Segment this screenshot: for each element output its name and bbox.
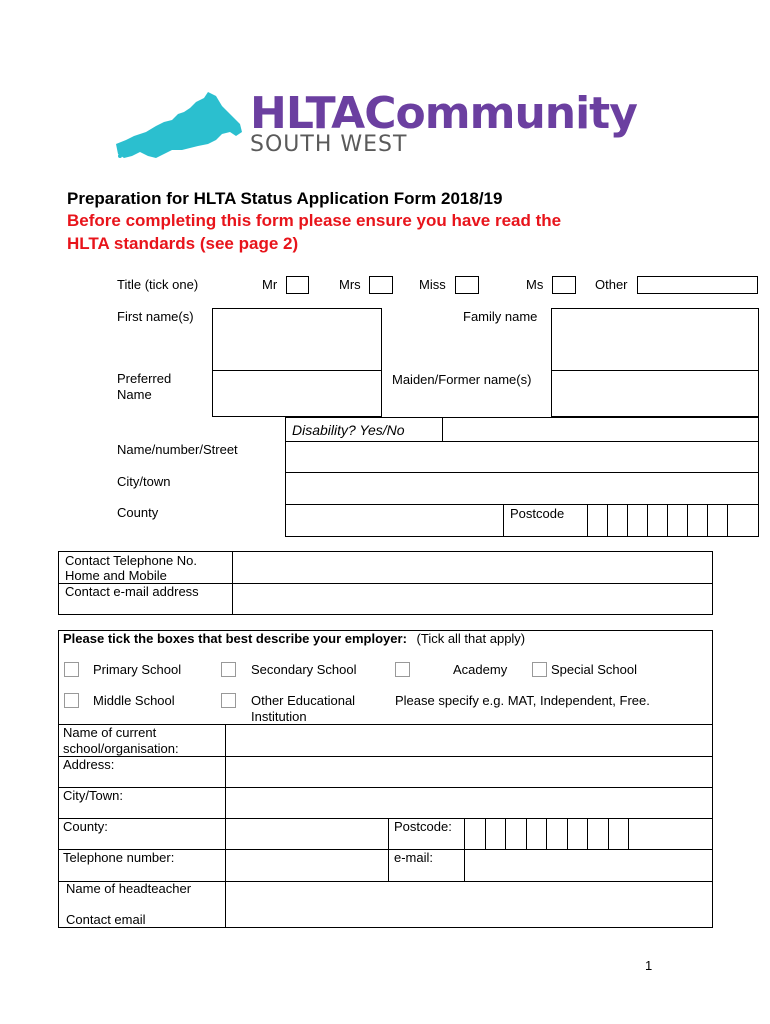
miss-label: Miss [419,277,446,292]
school-name-label-2: school/organisation: [63,741,179,756]
logo-name: HLTACommunity [250,88,637,139]
employer-postcode-field[interactable] [465,819,712,849]
academy-checkbox[interactable] [395,662,410,677]
street-label: Name/number/Street [117,442,238,457]
address-field[interactable] [226,757,712,787]
city-label: City/town [117,474,171,489]
postcode-label: Postcode [510,506,565,521]
employer-email-label: e-mail: [394,850,434,865]
logo [112,88,682,168]
headteacher-field[interactable] [226,882,712,927]
school-name-label-1: Name of current [63,725,157,740]
employer-prompt: Please tick the boxes that best describe your employer: [63,631,407,646]
employer-city-field[interactable] [226,788,712,818]
other-label: Other [595,277,628,292]
warning-line-2: HLTA standards (see page 2) [67,234,299,253]
address-label: Address: [63,757,115,772]
employer-city-label: City/Town: [63,788,123,803]
maiden-name-field[interactable] [551,370,759,417]
special-school-label: Special School [551,662,637,677]
title-label: Title (tick one) [117,277,199,292]
maiden-name-label: Maiden/Former name(s) [392,372,532,387]
school-name-field[interactable] [226,725,712,756]
postcode-field[interactable] [588,505,758,536]
employer-postcode-label: Postcode: [394,819,452,834]
form-title: Preparation for HLTA Status Application Form 2018/19 [67,189,503,208]
primary-school-checkbox[interactable] [64,662,79,677]
headteacher-contact-email-label: Contact email [66,912,146,927]
mr-label: Mr [262,277,278,292]
secondary-school-label: Secondary School [251,662,357,677]
academy-label: Academy [453,662,508,677]
county-label: County [117,505,159,520]
preferred-name-label-1: Preferred [117,371,172,386]
contact-phone-label-2: Home and Mobile [65,568,167,583]
telephone-label: Telephone number: [63,850,175,865]
middle-school-checkbox[interactable] [64,693,79,708]
page-number: 1 [645,958,653,973]
disability-label: Disability? Yes/No [292,422,405,438]
other-educational-label-1: Other Educational [251,693,356,708]
secondary-school-checkbox[interactable] [221,662,236,677]
south-west-map-icon [112,92,247,162]
preferred-name-field[interactable] [212,370,382,417]
ms-label: Ms [526,277,544,292]
mr-checkbox[interactable] [286,276,309,294]
middle-school-label: Middle School [93,693,175,708]
specify-label: Please specify e.g. MAT, Independent, Free. [395,693,650,708]
employer-county-label: County: [63,819,108,834]
telephone-field[interactable] [226,850,387,881]
family-name-field[interactable] [551,308,759,371]
mrs-checkbox[interactable] [369,276,393,294]
warning-line-1: Before completing this form please ensure you have read the [67,211,562,230]
contact-email-label: Contact e-mail address [65,584,199,599]
headteacher-label: Name of headteacher [66,881,192,896]
employer-county-field[interactable] [226,819,387,849]
first-names-label: First name(s) [117,309,194,324]
city-field[interactable] [286,473,758,503]
disability-field[interactable] [443,418,758,440]
logo-region: SOUTH WEST [250,132,408,157]
other-title-field[interactable] [637,276,758,294]
contact-email-field[interactable] [233,584,712,614]
first-names-field[interactable] [212,308,382,371]
county-field[interactable] [286,505,502,536]
family-name-label: Family name [463,309,538,324]
other-educational-label-2: Institution [251,709,307,724]
employer-email-field[interactable] [465,850,712,881]
miss-checkbox[interactable] [455,276,479,294]
mrs-label: Mrs [339,277,361,292]
other-educational-checkbox[interactable] [221,693,236,708]
street-field[interactable] [286,442,758,472]
ms-checkbox[interactable] [552,276,576,294]
contact-phone-field[interactable] [233,552,712,583]
employer-prompt-note: (Tick all that apply) [416,631,526,646]
preferred-name-label-2: Name [117,387,152,402]
contact-phone-label-1: Contact Telephone No. [65,553,198,568]
special-school-checkbox[interactable] [532,662,547,677]
primary-school-label: Primary School [93,662,182,677]
